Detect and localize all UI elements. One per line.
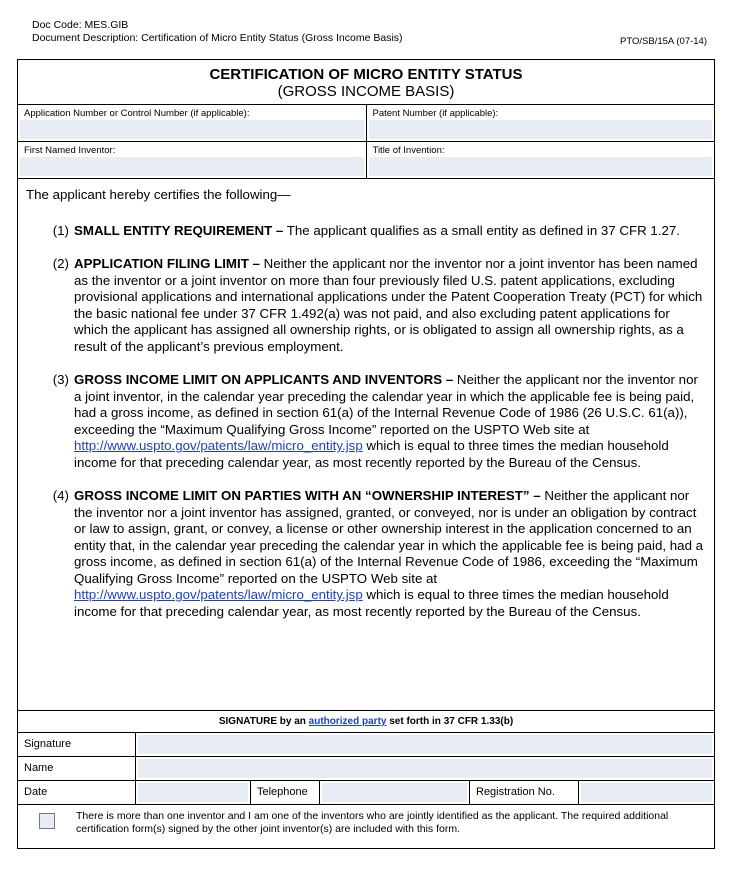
item-number: (2) — [52, 256, 69, 271]
item-small-entity — [26, 223, 704, 240]
date-telephone-row — [18, 781, 714, 805]
authorized-party-link[interactable]: authorized party — [308, 716, 387, 727]
name-input[interactable] — [138, 759, 712, 778]
micro-entity-link[interactable]: http://www.uspto.gov/patents/law/micro_entity.jsp — [74, 587, 363, 602]
item-gross-income-applicants — [26, 372, 704, 471]
form-subtitle: (GROSS INCOME BASIS) — [277, 83, 455, 100]
date-label: Date — [18, 781, 136, 804]
item-body: Neither the applicant nor the inventor nor a joint inventor, in the calendar year preceding the calendar year in which the applicable fee is being paid, had a gross income, as defined in section 61(a) of the Internal Revenue Code of 1986 (26 U.S.C. 61(a)), exceeding the “Maximum Qualifying Gross Income” reported on the USPTO Web site at — [74, 372, 698, 437]
doc-code: Doc Code: MES.GIB — [32, 19, 129, 31]
signature-heading — [18, 711, 714, 733]
item-body: Neither the applicant nor the inventor nor a joint inventor has been named as the inventor or a joint inventor on more than four previously filed U.S. patent applications, excluding provisional applications and international applications under the Patent Cooperation Treaty (PCT) for which the basic national fee under 37 CFR 1.492(a) was not paid, and also excluding patent applications for which the applicant has assigned all ownership rights, or is obligated to assign all ownership rights, as a result of the applicant’s previous employment. — [74, 256, 703, 354]
item-text — [74, 223, 704, 240]
item-text — [74, 372, 704, 471]
signature-row — [18, 733, 714, 757]
first-inventor-input[interactable] — [20, 157, 364, 176]
invention-title-input[interactable] — [369, 157, 713, 176]
document-header — [32, 19, 403, 45]
joint-inventor-row — [18, 805, 714, 836]
item-number: (1) — [52, 222, 69, 238]
item-heading: GROSS INCOME LIMIT ON PARTIES WITH AN “OWNERSHIP INTEREST” – — [74, 488, 541, 503]
invention-title-field — [366, 142, 715, 178]
first-inventor-label: First Named Inventor: — [24, 145, 116, 156]
form-title: CERTIFICATION OF MICRO ENTITY STATUS — [209, 66, 523, 83]
invention-title-label: Title of Invention: — [372, 145, 445, 156]
item-text — [74, 488, 704, 620]
micro-entity-link[interactable]: http://www.uspto.gov/patents/law/micro_entity.jsp — [74, 438, 363, 453]
signature-label: Signature — [18, 733, 136, 756]
signature-input[interactable] — [138, 735, 712, 754]
item-text — [74, 256, 704, 355]
name-row — [18, 757, 714, 781]
first-inventor-field — [18, 142, 366, 178]
patent-number-field — [366, 105, 715, 141]
signature-heading-a: SIGNATURE by an — [218, 716, 309, 727]
item-body: Neither the applicant nor the inventor nor a joint inventor has assigned, granted, or conveyed, nor is under an obligation by contract or law to assign, grant, or convey, a license or other ownership interest in the application concerned to an entity that, in the calendar year preceding the calendar year in which the applicable fee is being paid, had a gross income, as defined in section 61(a) of the Internal Revenue Code of 1986, exceeding the “Maximum Qualifying Gross Income” reported on the USPTO Web site at — [74, 488, 704, 586]
field-row-inventor — [18, 142, 714, 179]
certification-form — [17, 59, 715, 849]
application-number-label: Application Number or Control Number (if applicable): — [24, 108, 250, 119]
item-number: (4) — [52, 488, 69, 503]
item-number: (3) — [52, 372, 69, 387]
certification-body — [18, 179, 714, 711]
date-input[interactable] — [138, 783, 248, 802]
joint-inventor-text: There is more than one inventor and I am one of the inventors who are jointly identified as the applicant. The required additional certification form(s) signed by the other joint inventor(s) are included with this form. — [76, 810, 669, 835]
item-body-cont: which is equal to three times the median household income for that preceding calendar year, as most recently reported by the Bureau of the Census. — [74, 438, 669, 470]
item-body-cont: which is equal to three times the median household income for that preceding calendar year, as most recently reported by the Bureau of the Census. — [74, 587, 669, 619]
registration-input[interactable] — [581, 783, 712, 802]
intro-text: The applicant hereby certifies the following— — [26, 187, 291, 202]
patent-number-input[interactable] — [369, 120, 713, 139]
item-body: The applicant qualifies as a small entity as defined in 37 CFR 1.27. — [283, 222, 680, 238]
name-label: Name — [18, 757, 136, 780]
registration-label: Registration No. — [469, 781, 579, 804]
item-heading: APPLICATION FILING LIMIT – — [74, 256, 260, 271]
signature-heading-b: set forth in 37 CFR 1.33(b) — [386, 716, 514, 727]
item-gross-income-ownership — [26, 488, 704, 620]
telephone-label: Telephone — [250, 781, 320, 804]
item-heading: SMALL ENTITY REQUIREMENT – — [74, 222, 284, 238]
telephone-input[interactable] — [322, 783, 467, 802]
item-heading: GROSS INCOME LIMIT ON APPLICANTS AND INVENTORS – — [74, 372, 454, 387]
form-title-box — [18, 60, 714, 105]
checkbox-wrap — [18, 810, 76, 836]
field-row-numbers — [18, 105, 714, 142]
application-number-field — [18, 105, 366, 141]
doc-description: Document Description: Certification of Micro Entity Status (Gross Income Basis) — [32, 32, 403, 44]
item-filing-limit — [26, 256, 704, 355]
joint-inventor-checkbox[interactable] — [39, 813, 55, 829]
application-number-input[interactable] — [20, 120, 364, 139]
patent-number-label: Patent Number (if applicable): — [372, 108, 499, 119]
form-number: PTO/SB/15A (07-14) — [620, 36, 707, 47]
